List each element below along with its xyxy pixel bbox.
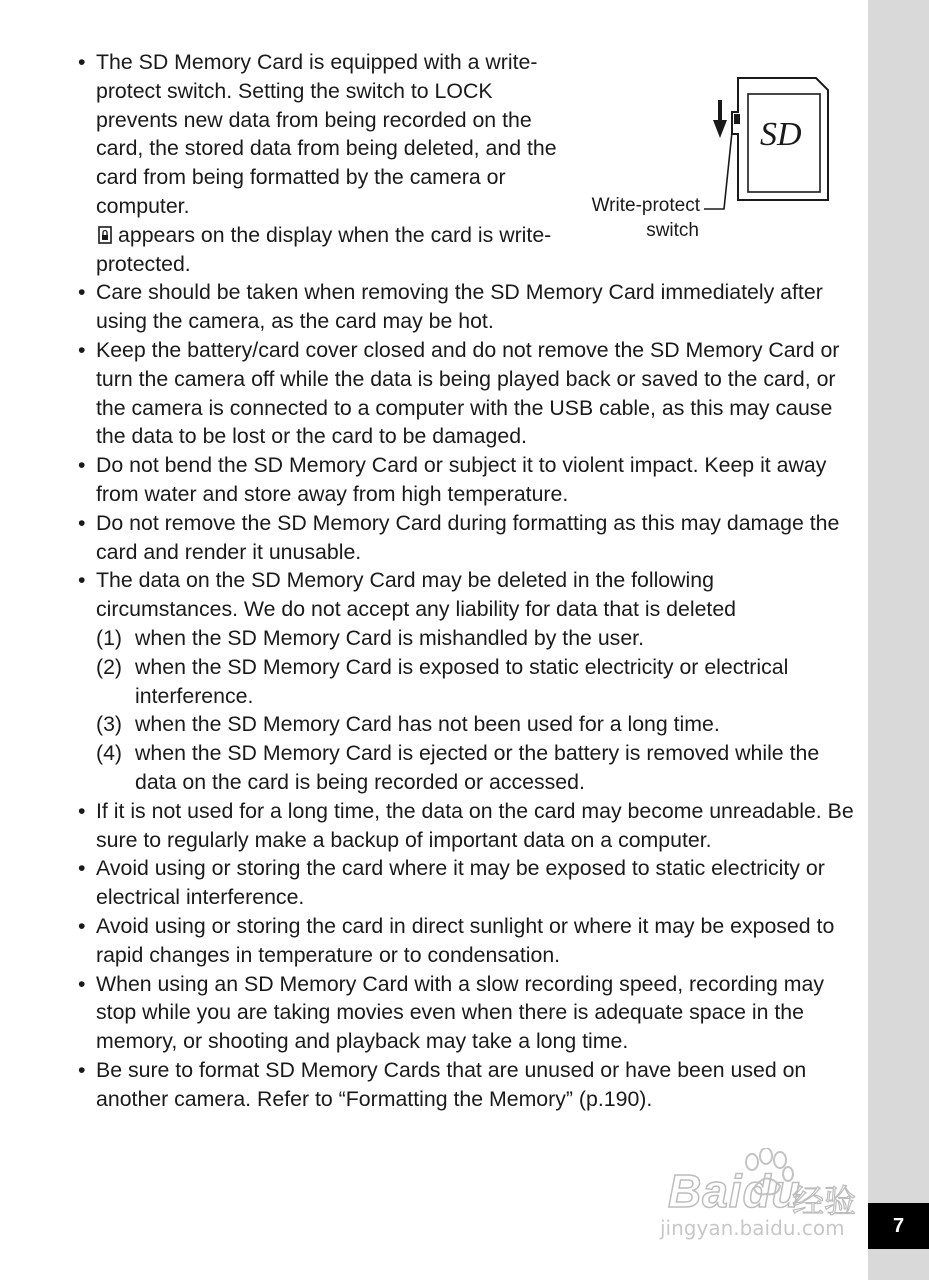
bullet-text: Avoid using or storing the card in direct sunlight or where it may be exposed to rapid changes in temperature or to condensation.	[96, 913, 835, 967]
watermark-url: jingyan.baidu.com	[660, 1216, 845, 1240]
figure-caption-line2: switch	[646, 220, 699, 241]
watermark-cn: 经验	[792, 1182, 857, 1220]
bullet-text: Avoid using or storing the card where it may be exposed to static electricity or electrical interference.	[96, 856, 825, 910]
card-lock-icon	[96, 223, 114, 241]
bullet-text-icon-note: appears on the display when the card is write-protected.	[96, 222, 552, 276]
sub-item	[96, 739, 854, 797]
sub-item	[96, 710, 854, 739]
sub-item	[96, 653, 854, 711]
sub-item-text: when the SD Memory Card has not been used for a long time.	[135, 712, 720, 737]
content	[76, 48, 854, 1113]
bullet-list	[76, 48, 854, 1113]
bullet-item	[76, 48, 566, 278]
sub-item-text: when the SD Memory Card is mishandled by the user.	[135, 625, 644, 650]
bullet-text: Do not remove the SD Memory Card during formatting as this may damage the card and render it unusable.	[96, 510, 840, 564]
figure-caption-line1: Write-protect	[591, 195, 700, 216]
bullet-text: Care should be taken when removing the SD Memory Card immediately after using the camera, as the card may be hot.	[96, 280, 823, 334]
bullet-item	[76, 336, 854, 451]
bullet-item	[76, 509, 854, 567]
sub-list	[96, 624, 854, 797]
sub-item-text: when the SD Memory Card is ejected or the battery is removed while the data on the card is being recorded or accessed.	[135, 741, 820, 794]
sub-item	[96, 624, 854, 653]
baidu-watermark	[660, 1150, 870, 1250]
sd-label: SD	[760, 116, 802, 153]
sub-item-number: (3)	[96, 712, 123, 737]
bullet-item	[76, 854, 854, 912]
bullet-item	[76, 912, 854, 970]
bullet-item	[76, 797, 854, 855]
bullet-item	[76, 970, 854, 1056]
bullet-text: When using an SD Memory Card with a slow recording speed, recording may stop while you are taking movies even when there is adequate space in the memory, or shooting and playback may take a long time.	[96, 971, 824, 1054]
bullet-text: Keep the battery/card cover closed and do not remove the SD Memory Card or turn the camera off while the data is being played back or saved to the card, or the camera is connected to a computer with the USB cable, as this may cause the data to be lost or the card to be damaged.	[96, 337, 840, 449]
bullet-text: The data on the SD Memory Card may be deleted in the following circumstances. We do not accept any liability for data that is deleted	[96, 568, 737, 622]
page-number: 7	[868, 1203, 929, 1249]
bullet-text: The SD Memory Card is equipped with a write-protect switch. Setting the switch to LOCK prevents new data from being recorded on the card, the stored data from being deleted, and the card from being formatted by the camera or computer.	[96, 50, 557, 218]
bullet-text: Do not bend the SD Memory Card or subject it to violent impact. Keep it away from water and store away from high temperature.	[96, 453, 827, 506]
sub-item-text: when the SD Memory Card is exposed to static electricity or electrical interference.	[135, 654, 789, 708]
sub-item-number: (4)	[96, 741, 123, 766]
bullet-text: If it is not used for a long time, the data on the card may become unreadable. Be sure to regularly make a backup of important data on a computer.	[96, 798, 854, 852]
bullet-text: Be sure to format SD Memory Cards that are unused or have been used on another camera. Refer to “Formatting the Memory” (p.190).	[96, 1057, 807, 1111]
bullet-item	[76, 1056, 854, 1114]
side-strip	[868, 0, 929, 1280]
bullet-item	[76, 566, 854, 796]
sub-item-number: (2)	[96, 654, 123, 679]
bullet-item	[76, 278, 854, 336]
bullet-item	[76, 451, 854, 509]
sub-item-number: (1)	[96, 625, 123, 650]
watermark-brand: Baidu	[668, 1165, 801, 1217]
